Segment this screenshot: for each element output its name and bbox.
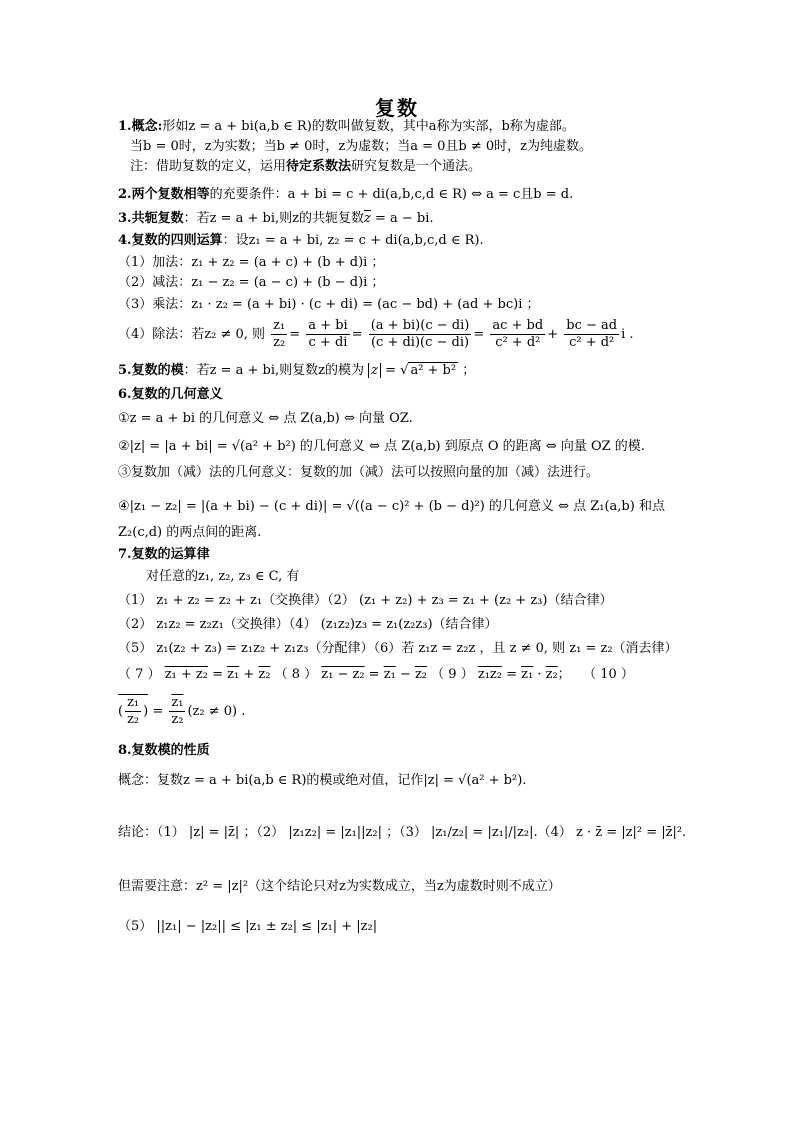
arith-text: ：设z₁ = a + bi, z₂ = c + di(a,b,c,d ∈ R). <box>222 233 484 248</box>
laws-intro: 对任意的z₁, z₂, z₃ ∈ C, 有 <box>146 569 300 584</box>
note-text-bold: 待定系数法 <box>286 159 352 174</box>
laws-line-4: （ 7 ） z₁ + z₂ = z₁ + z₂ （ 8 ） z₁ − z₂ = z₁ − z₂ （ 9 ） z₁z₂ = z₁ · z₂； （ 10 ） <box>118 667 634 682</box>
equality-text: 的充要条件：a + bi = c + di(a,b,c,d ∈ R) ⇔ a = c且b = d. <box>209 187 574 202</box>
conjugate-text-1: ：若z = a + bi,则z的共轭复数 <box>183 211 364 226</box>
geometry-item-4b: Z₂(c,d) 的两点间的距离. <box>118 525 262 540</box>
laws-line-1: （1） z₁ + z₂ = z₂ + z₁（交换律）（2） (z₁ + z₂) + z₃ = z₁ + (z₂ + z₃)（结合律） <box>118 593 613 608</box>
div-fraction-5: $\frac{bc - ad}{\text{c² + d²}}$ <box>566 318 618 350</box>
equality-line <box>118 186 573 204</box>
laws-line-5: ( $\frac{\text{z₁}}{\text{z₂}}$ ) = $\frac{\text{z₁}}{\text{z₂}}$ (z₂ ≠ 0) . <box>118 695 246 727</box>
modulus-props-concept: 概念：复数z = a + bi(a,b ∈ R)的模或绝对值，记作|z| = √(a² + b²). <box>118 773 527 788</box>
concept-cases: 当b = 0时，z为实数；当b ≠ 0时，z为虚数；当a = 0且b ≠ 0时，z为纯虚数。 <box>130 139 592 154</box>
div-lead: （4）除法：若z₂ ≠ 0, 则 <box>118 327 266 342</box>
geometry-item-1: ①z = a + bi 的几何意义 ⇔ 点 Z(a,b) ⇔ 向量 OZ. <box>118 411 413 426</box>
arith-add: （1）加法：z₁ + z₂ = (a + c) + (b + d)i ； <box>118 255 385 270</box>
arith-sub: （2）减法：z₁ − z₂ = (a − c) + (b − d)i ； <box>118 275 385 290</box>
equality-heading: 2.两个复数相等 <box>118 187 210 202</box>
arith-div: （4）除法：若z₂ ≠ 0, 则 $\frac{\text{z₁}}{\text{z₂}}$ = $\frac{a + bi}{c + di}$ = $\frac{(a + bi)(c - di)}{(c + di)(c - di)}$ = $\frac{ac + bd}{\text{c² + d²}}$ + $\frac{bc - ad}{\text{c² + d²}}$ i . <box>118 318 634 350</box>
modulus-props-conclusion: 结论：（1） |z| = |z̄| ；（2） |z₁z₂| = |z₁||z₂| ；（3） |z₁/z₂| = |z₁|/|z₂|.（4） z · z̄ = |z|² = |z̄|². <box>118 825 687 840</box>
concept-line <box>118 118 575 136</box>
modulus-heading: 5.复数的模 <box>118 363 184 378</box>
div-fraction-1: $\frac{\text{z₁}}{\text{z₂}}$ <box>273 318 286 350</box>
conjugate-text-2: = a − bi. <box>370 211 434 226</box>
arith-heading: 4.复数的四则运算 <box>118 233 223 248</box>
modulus-props-inequality: （5） ||z₁| − |z₂|| ≤ |z₁ ± z₂| ≤ |z₁| + |z₂| <box>118 919 378 934</box>
concept-heading: 1.概念: <box>118 119 163 134</box>
geometry-item-4a: ④|z₁ − z₂| = |(a + bi) − (c + di)| = √((a − c)² + (b − d)²) 的几何意义 ⇔ 点 Z₁(a,b) 和点 <box>118 499 665 514</box>
note-text-c: 研究复数是一个通法。 <box>351 159 482 174</box>
conjugate-zbar: $\overline{z}$ <box>363 211 371 226</box>
geometry-heading: 6.复数的几何意义 <box>118 387 223 402</box>
modulus-text: ：若z = a + bi,则复数z的模为 <box>183 363 364 378</box>
modulus-props-note: 但需要注意：z² = |z|²（这个结论只对z为实数成立，当z为虚数时则不成立） <box>118 879 561 894</box>
div-fraction-4: $\frac{ac + bd}{\text{c² + d²}}$ <box>492 318 544 350</box>
laws-line-2: （2） z₁z₂ = z₂z₁（交换律）（4） (z₁z₂)z₃ = z₁(z₂z₃)（结合律） <box>118 617 498 632</box>
laws-line-3: （5） z₁(z₂ + z₃) = z₁z₂ + z₁z₃（分配律）（6）若 z₁z = z₂z ，且 z ≠ 0, 则 z₁ = z₂（消去律） <box>118 641 678 656</box>
modulus-line: 5.复数的模：若z = a + bi,则复数z的模为 z = √ a² + b² ； <box>118 363 476 378</box>
modulus-props-heading: 8.复数模的性质 <box>118 743 210 758</box>
page-title: 复数 <box>375 96 419 120</box>
note-text-a: 注：借助复数的定义，运用 <box>130 159 287 174</box>
geometry-item-2: ②|z| = |a + bi| = √(a² + b²) 的几何意义 ⇔ 点 Z(a,b) 到原点 O 的距离 ⇔ 向量 OZ 的模. <box>118 439 645 454</box>
conjugate-line <box>118 210 434 228</box>
div-fraction-2: $\frac{a + bi}{c + di}$ <box>308 318 348 350</box>
concept-text: 形如z = a + bi(a,b ∈ R)的数叫做复数，其中a称为实部，b称为虚部。 <box>162 119 575 134</box>
modulus-abs: z <box>368 363 381 378</box>
concept-note <box>130 158 481 176</box>
modulus-sqrt: a² + b² <box>410 363 457 378</box>
conjugate-heading: 3.共轭复数 <box>118 211 184 226</box>
geometry-item-3: ③复数加（减）法的几何意义：复数的加（减）法可以按照向量的加（减）法进行。 <box>118 465 600 480</box>
laws-heading: 7.复数的运算律 <box>118 547 210 562</box>
div-fraction-3: $\frac{(a + bi)(c - di)}{(c + di)(c - di)}$ <box>370 318 470 350</box>
arith-line <box>118 232 484 250</box>
arith-mul: （3）乘法：z₁ · z₂ = (a + bi) · (c + di) = (ac − bd) + (ad + bc)i ； <box>118 297 540 312</box>
